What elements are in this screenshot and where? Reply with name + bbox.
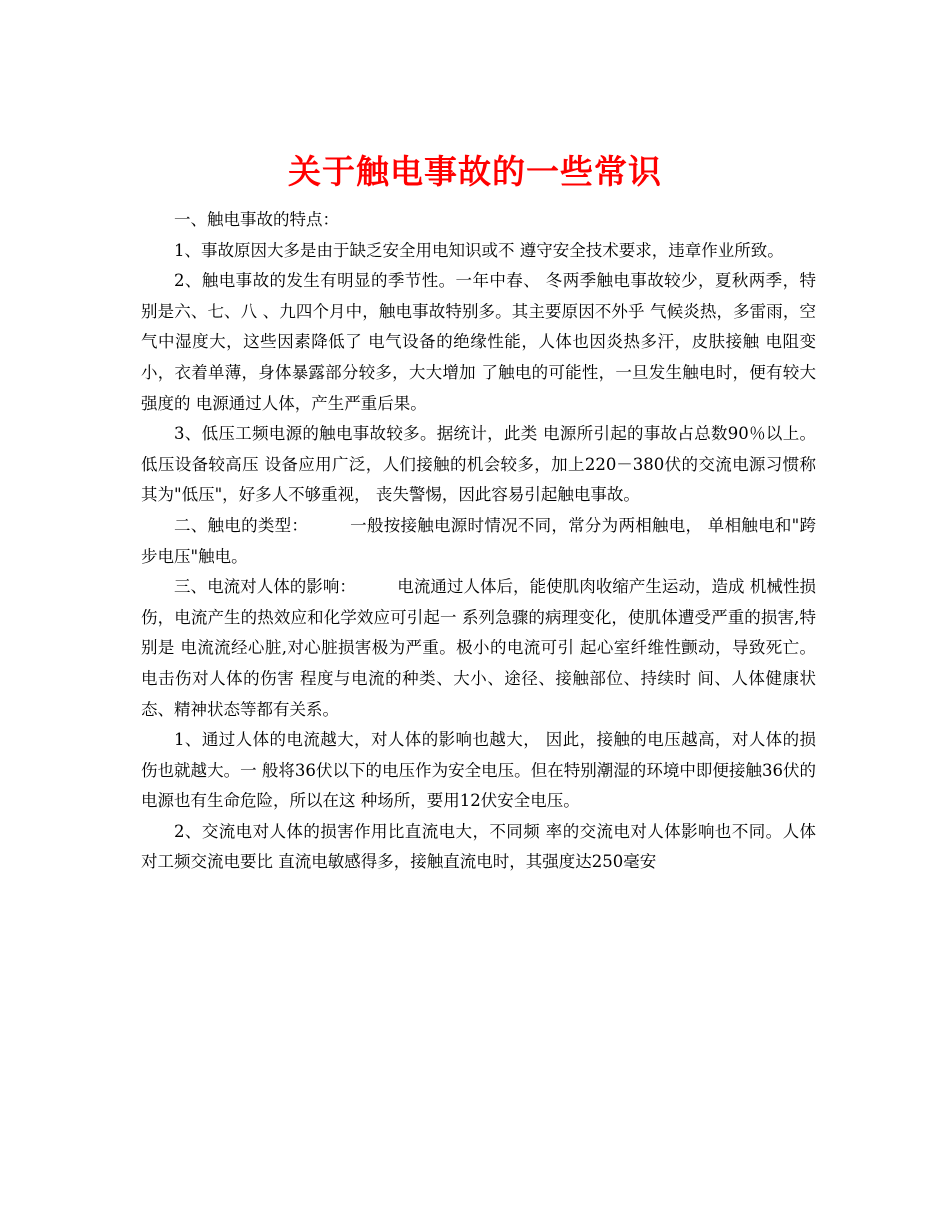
paragraph-current-magnitude: 1、通过人体的电流越大，对人体的影响也越大， 因此，接触的电压越高，对人体的损伤也就越大。一 般将36伏以下的电压作为安全电压。但在特别潮湿的环境中即便接触36伏的电源也有生命危险，所以在这 种场所，要用12伏安全电压。: [141, 730, 816, 811]
paragraph-types: 二、触电的类型： 一般按接触电源时情况不同，常分为两相触电， 单相触电和"跨步电压"触电。: [141, 515, 816, 566]
paragraph-cause: 1、事故原因大多是由于缺乏安全用电知识或不 遵守安全技术要求，违章作业所致。: [174, 240, 784, 260]
paragraph-low-voltage: 3、低压工频电源的触电事故较多。据统计，此类 电源所引起的事故占总数90％以上。低压设备较高压 设备应用广泛，人们接触的机会较多，加上220－380伏的交流电源习惯称其为"低压"，好多人不够重视， 丧失警惕，因此容易引起触电事故。: [141, 424, 816, 505]
paragraph-effects: 三、电流对人体的影响： 电流通过人体后，能使肌肉收缩产生运动，造成 机械性损伤，电流产生的热效应和化学效应可引起一 系列急骤的病理变化，使肌体遭受严重的损害,特别是 电流流经心脏,对心脏损害极为严重。极小的电流可引 起心室纤维性颤动，导致死亡。电击伤对人体的伤害 程度与电流的种类、大小、途径、接触部位、持续时 间、人体健康状态、精神状态等都有关系。: [141, 577, 816, 719]
document-body: [141, 205, 816, 878]
paragraph-ac-dc: 2、交流电对人体的损害作用比直流电大，不同频 率的交流电对人体影响也不同。人体对工频交流电要比 直流电敏感得多，接触直流电时，其强度达250毫安: [141, 821, 816, 872]
page-title: 关于触电事故的一些常识: [288, 152, 662, 192]
paragraph-seasonality: 2、触电事故的发生有明显的季节性。一年中春、 冬两季触电事故较少，夏秋两季，特别是六、七、八 、九四个月中，触电事故特别多。其主要原因不外乎 气候炎热，多雷雨，空气中湿度大，这些因素降低了 电气设备的绝缘性能，人体也因炎热多汗，皮肤接触 电阻变小，衣着单薄，身体暴露部分较多，大大增加 了触电的可能性，一旦发生触电时，便有较大强度的 电源通过人体，产生严重后果。: [141, 271, 816, 413]
section-heading-features: 一、触电事故的特点：: [174, 210, 339, 229]
